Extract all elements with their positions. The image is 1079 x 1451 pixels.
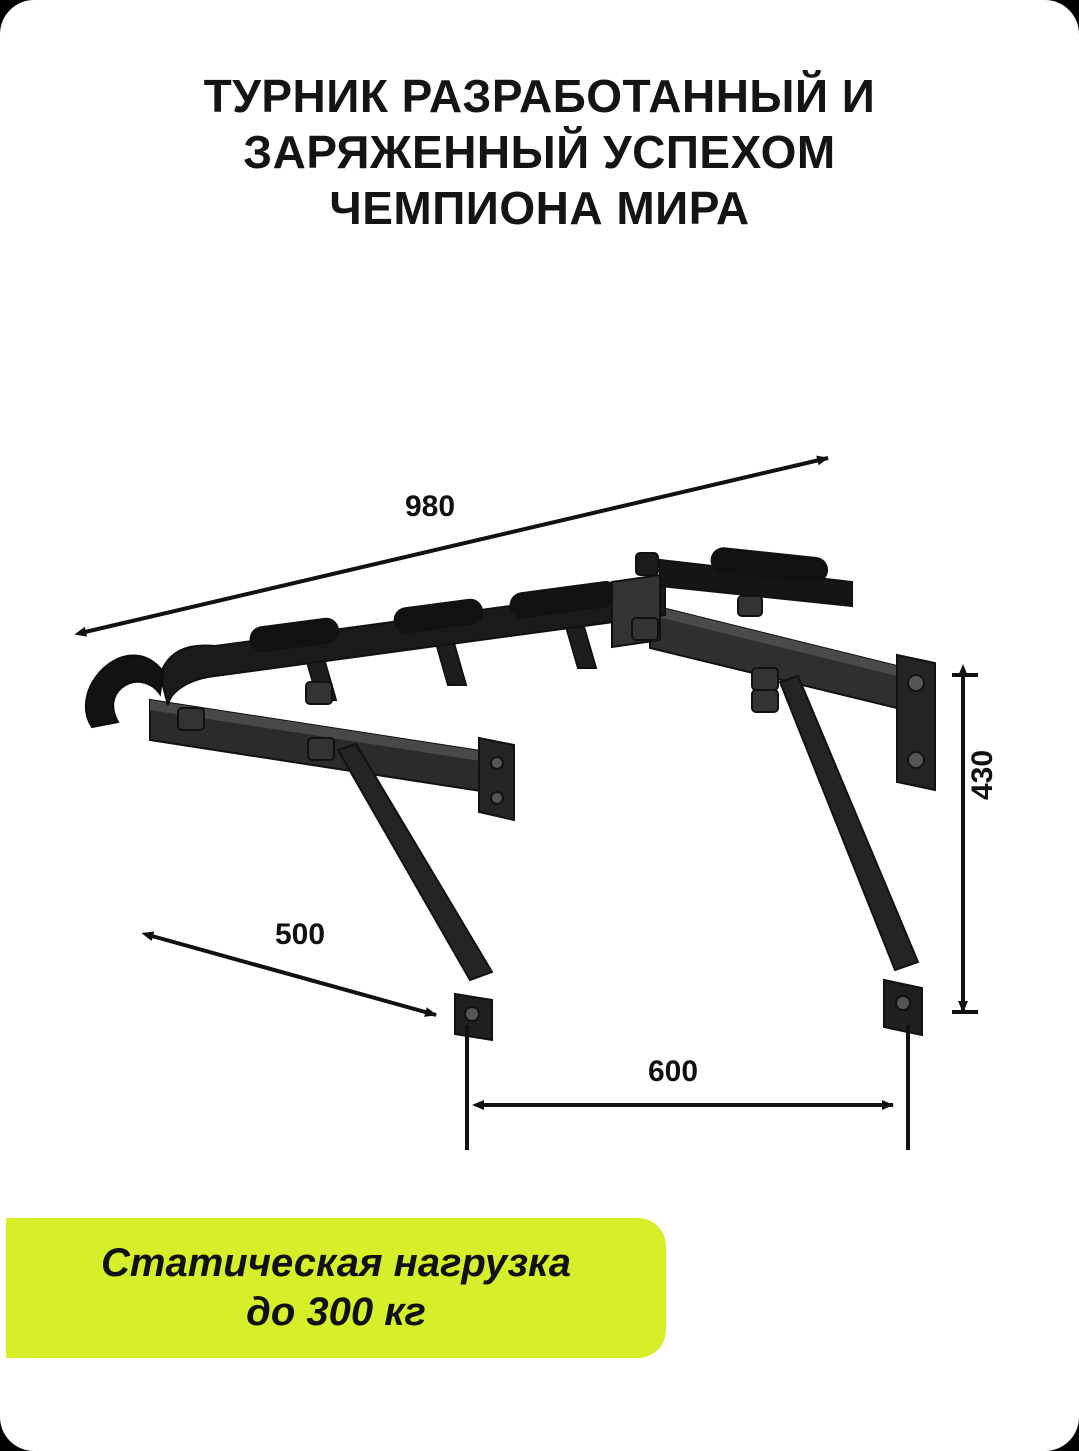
headline-line-1: ТУРНИК РАЗРАБОТАННЫЙ И	[203, 70, 876, 122]
pullup-bar-illustration	[86, 546, 935, 1040]
badge-line-1: Статическая нагрузка	[101, 1241, 571, 1286]
dimension-label-980: 980	[405, 490, 456, 523]
dimension-label-430: 430	[966, 749, 999, 800]
dimension-label-500: 500	[275, 918, 326, 951]
status-badge	[6, 1218, 666, 1358]
product-dimension-diagram	[0, 400, 1079, 1190]
dimension-label-600: 600	[648, 1055, 699, 1088]
diagram-svg	[0, 400, 1079, 1190]
headline-line-3: ЧЕМПИОНА МИРА	[329, 182, 750, 235]
support-struts	[338, 676, 922, 1040]
badge-line-2: до 300 кг	[246, 1290, 426, 1334]
headline-line-2: ЗАРЯЖЕННЫЙ УСПЕХОМ	[243, 126, 836, 179]
page-title	[0, 68, 1079, 236]
